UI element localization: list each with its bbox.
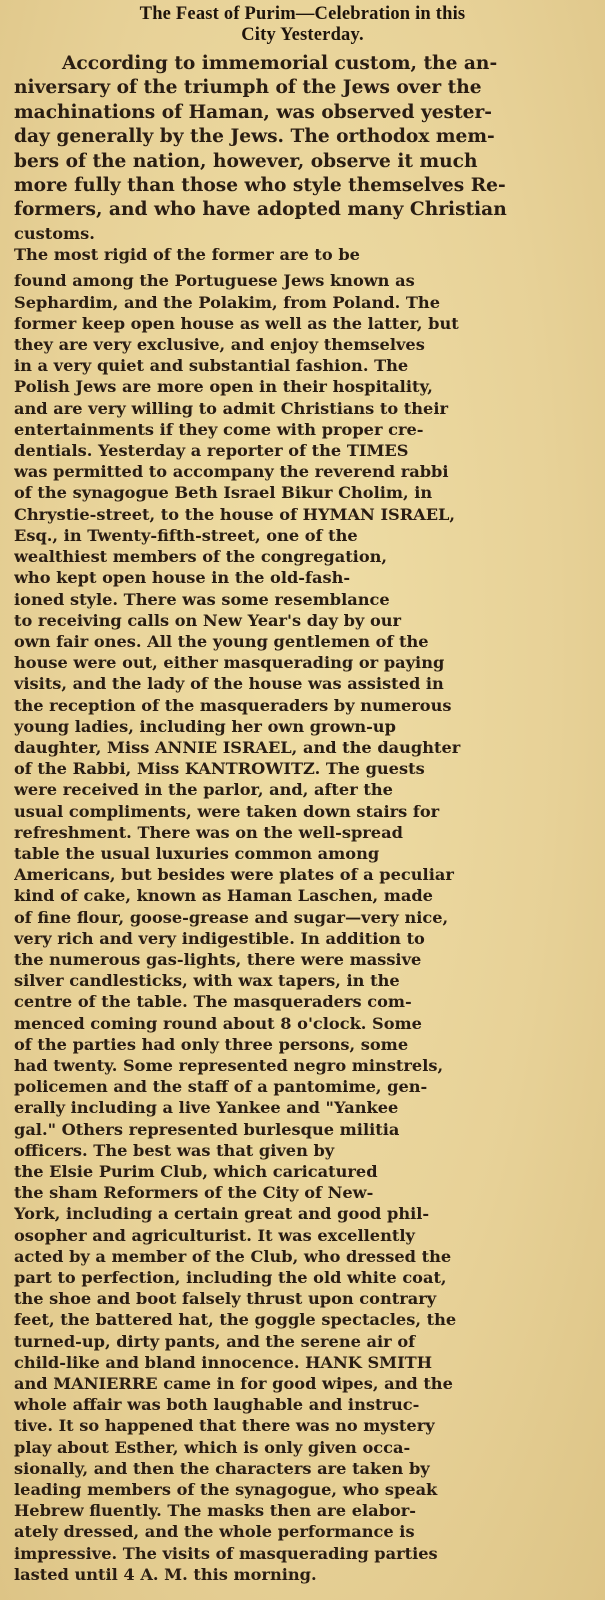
- article-line: gal." Others represented burlesque militia: [14, 1119, 400, 1139]
- article-line: child-like and bland innocence. HANK SMITH: [14, 1352, 433, 1372]
- article-line: play about Esther, which is only given occa-: [14, 1437, 411, 1457]
- article-line: entertainments if they come with proper cre-: [14, 419, 424, 439]
- article-line: bers of the nation, however, observe it much: [14, 150, 478, 172]
- article-line: leading members of the synagogue, who speak: [14, 1480, 438, 1500]
- article-line: very rich and very indigestible. In addition to: [14, 928, 425, 948]
- article-line: were received in the parlor, and, after the: [14, 780, 393, 800]
- article-line: menced coming round about 8 o'clock. Some: [14, 1013, 422, 1033]
- article-line: of fine flour, goose-grease and sugar—very nice,: [14, 907, 449, 927]
- article-line: own fair ones. All the young gentlemen of the: [14, 631, 429, 651]
- article-line: refreshment. There was on the well-spread: [14, 822, 403, 842]
- article-body: [14, 52, 591, 1585]
- article-line: the sham Reformers of the City of New-: [14, 1183, 374, 1203]
- article-line: the reception of the masqueraders by numerous: [14, 695, 452, 715]
- article-line: customs.: [14, 223, 95, 243]
- article-line: daughter, Miss ANNIE ISRAEL, and the daughter: [14, 737, 461, 757]
- article-line: formers, and who have adopted many Christian: [14, 199, 507, 221]
- article-line: kind of cake, known as Haman Laschen, made: [14, 886, 433, 906]
- article-line: machinations of Haman, was observed yester-: [14, 101, 493, 123]
- article-line: young ladies, including her own grown-up: [14, 716, 396, 736]
- article-line: tive. It so happened that there was no mystery: [14, 1416, 435, 1436]
- article-line: York, including a certain great and good phil-: [14, 1204, 430, 1224]
- article-line: usual compliments, were taken down stairs for: [14, 801, 440, 821]
- article-line: Sephardim, and the Polakim, from Poland. The: [14, 292, 440, 312]
- article-line: turned-up, dirty pants, and the serene air of: [14, 1331, 416, 1351]
- article-line: had twenty. Some represented negro minstrels,: [14, 1055, 444, 1075]
- headline-line: The Feast of Purim—Celebration in this: [139, 4, 466, 24]
- headline-line: City Yesterday.: [241, 25, 364, 45]
- article-line: more fully than those who style themselves Re-: [14, 175, 506, 197]
- article-line: the Elsie Purim Club, which caricatured: [14, 1161, 378, 1181]
- article-line: house were out, either masquerading or paying: [14, 653, 445, 673]
- article-line: found among the Portuguese Jews known as: [14, 271, 415, 291]
- article-line: osopher and agriculturist. It was excellently: [14, 1225, 415, 1245]
- article-line: policemen and the staff of a pantomime, gen-: [14, 1077, 428, 1097]
- article-line: to receiving calls on New Year's day by our: [14, 610, 402, 630]
- article-line: officers. The best was that given by: [14, 1140, 335, 1160]
- article-line: table the usual luxuries common among: [14, 843, 380, 863]
- article-line: visits, and the lady of the house was assisted in: [14, 674, 444, 694]
- article-line: ioned style. There was some resemblance: [14, 589, 390, 609]
- article: [14, 0, 591, 1585]
- article-line: silver candlesticks, with wax tapers, in the: [14, 971, 400, 991]
- article-line: of the parties had only three persons, some: [14, 1034, 409, 1054]
- article-line: part to perfection, including the old white coat,: [14, 1268, 447, 1287]
- article-line: Esq., in Twenty-fifth-street, one of the: [14, 525, 358, 545]
- article-line: day generally by the Jews. The orthodox mem-: [14, 126, 495, 148]
- article-line: of the synagogue Beth Israel Bikur Cholim, in: [14, 483, 433, 503]
- article-line: [14, 223, 591, 271]
- article-line: and are very willing to admit Christians to their: [14, 398, 449, 418]
- article-line: According to immemorial custom, the an-: [62, 53, 498, 74]
- article-line: centre of the table. The masqueraders com-: [14, 992, 412, 1012]
- article-line: feet, the battered hat, the goggle spectacles, the: [14, 1310, 457, 1330]
- article-line: of the Rabbi, Miss KANTROWITZ. The guests: [14, 759, 425, 779]
- article-line: erally including a live Yankee and "Yankee: [14, 1098, 399, 1118]
- article-line: sionally, and then the characters are taken by: [14, 1458, 430, 1478]
- article-intro: [14, 52, 591, 223]
- article-line: ately dressed, and the whole performance is: [14, 1522, 415, 1542]
- article-line: former keep open house as well as the latter, but: [14, 313, 459, 333]
- article-line: who kept open house in the old-fash-: [14, 568, 351, 588]
- article-line: wealthiest members of the congregation,: [14, 547, 388, 567]
- article-line: and MANIERRE came in for good wipes, and the: [14, 1374, 453, 1394]
- article-line: in a very quiet and substantial fashion. The: [14, 356, 409, 376]
- article-text: [14, 223, 591, 1585]
- article-line: was permitted to accompany the reverend rabbi: [14, 462, 449, 482]
- article-line: impressive. The visits of masquerading parties: [14, 1543, 438, 1563]
- article-line: dentials. Yesterday a reporter of the TIMES: [14, 441, 409, 461]
- article-headline: [14, 0, 591, 46]
- article-line: lasted until 4 A. M. this morning.: [14, 1564, 317, 1584]
- article-line: whole affair was both laughable and instruc-: [14, 1395, 420, 1415]
- article-line: the shoe and boot falsely thrust upon contrary: [14, 1289, 437, 1309]
- article-line: acted by a member of the Club, who dressed the: [14, 1246, 452, 1266]
- article-line: the numerous gas-lights, there were massive: [14, 949, 422, 969]
- article-line: Americans, but besides were plates of a peculiar: [14, 865, 454, 885]
- article-line: Hebrew fluently. The masks then are elabor-: [14, 1501, 417, 1521]
- article-line: Polish Jews are more open in their hospitality,: [14, 377, 433, 397]
- article-line: The most rigid of the former are to be: [14, 245, 360, 265]
- article-line: niversary of the triumph of the Jews over the: [14, 77, 482, 99]
- article-line: they are very exclusive, and enjoy themselves: [14, 335, 425, 355]
- article-line: Chrystie-street, to the house of HYMAN ISRAEL,: [14, 504, 456, 524]
